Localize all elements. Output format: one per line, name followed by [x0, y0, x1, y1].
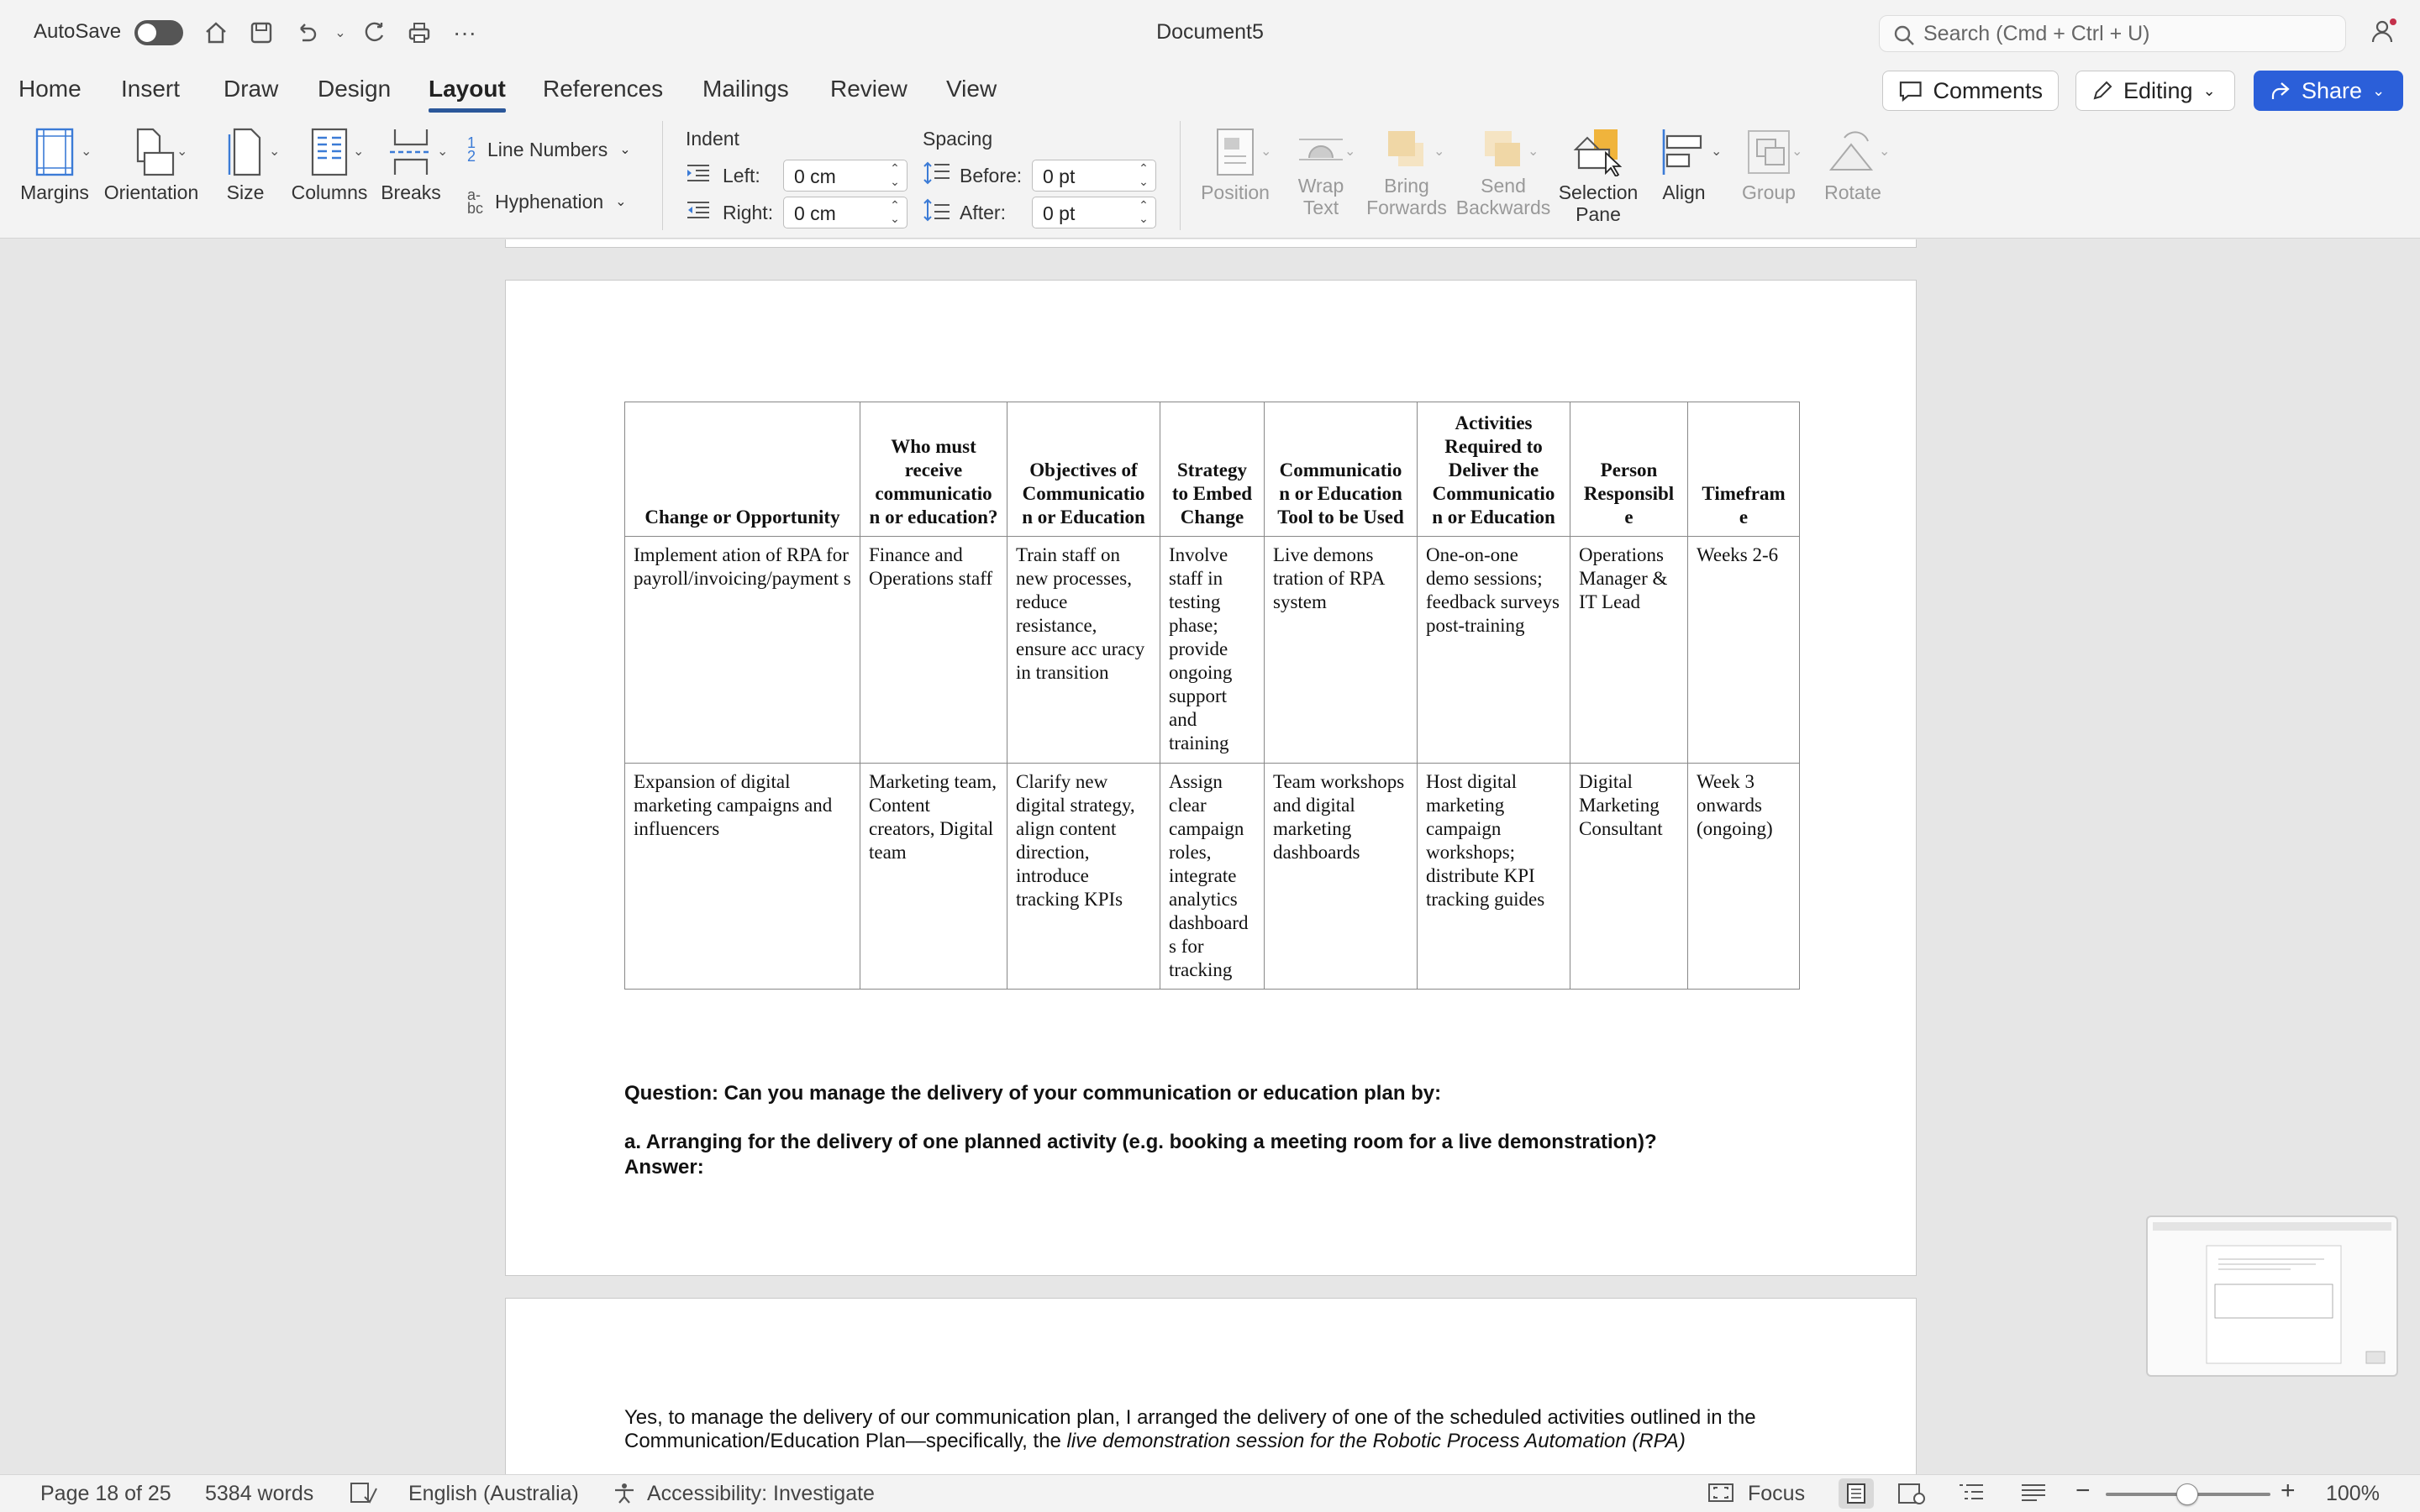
spacing-before-input[interactable]: 0 pt ⌃⌄: [1032, 160, 1156, 192]
table-cell: Digital Marketing Consultant: [1570, 764, 1688, 990]
indent-right-icon: [686, 200, 711, 220]
rotate-button[interactable]: Rotate: [1815, 128, 1891, 204]
indent-right-label: Right:: [723, 202, 774, 223]
tab-home[interactable]: Home: [18, 76, 82, 102]
zoom-level[interactable]: 100%: [2326, 1482, 2380, 1505]
table-cell: Operations Manager & IT Lead: [1570, 537, 1688, 764]
indent-title: Indent: [686, 128, 739, 150]
line-numbers-icon: 1 2: [467, 134, 476, 165]
table-cell: Implement ation of RPA for payroll/invoicing/payment s: [625, 537, 860, 764]
table-header: Objectives of Communicatio n or Education: [1007, 402, 1160, 537]
table-cell: Host digital marketing campaign workshops; distribute KPI tracking guides: [1418, 764, 1570, 990]
hyphenation-button[interactable]: a- bc Hyphenation ⌄: [467, 186, 627, 217]
table-cell: Team workshops and digital marketing dashboards: [1265, 764, 1418, 990]
focus-icon[interactable]: [1707, 1482, 1734, 1509]
margins-icon: [34, 128, 76, 176]
table-cell: Week 3 onwards (ongoing): [1688, 764, 1800, 990]
editing-label: Editing: [2123, 77, 2193, 103]
spacing-after-icon: [923, 198, 951, 222]
spacing-after-label: After:: [960, 202, 1006, 223]
indent-left-label: Left:: [723, 165, 760, 186]
columns-button[interactable]: Columns: [289, 128, 370, 204]
group-icon: [1745, 128, 1792, 176]
indent-left-input[interactable]: 0 cm ⌃⌄: [783, 160, 908, 192]
selection-pane-button[interactable]: Selection Pane: [1555, 128, 1642, 225]
table-header: Change or Opportunity: [625, 402, 860, 537]
table-header: Who must receive communicatio n or education?: [860, 402, 1007, 537]
draft-view-icon[interactable]: [2020, 1482, 2047, 1509]
autosave-toggle[interactable]: [134, 20, 183, 45]
more-options-icon[interactable]: ···: [453, 19, 476, 45]
print-layout-view-icon[interactable]: [1839, 1478, 1874, 1509]
spacing-title: Spacing: [923, 128, 993, 150]
breaks-icon: [388, 128, 434, 176]
table-header: Activities Required to Deliver the Communicatio n or Education: [1418, 402, 1570, 537]
question-text: Question: Can you manage the delivery of your communication or education plan by:: [624, 1082, 1442, 1105]
document-canvas[interactable]: [0, 239, 2420, 1474]
margins-button[interactable]: Margins: [18, 128, 91, 204]
size-button[interactable]: Size: [212, 128, 279, 204]
spacing-before-icon: [923, 161, 951, 185]
comments-button[interactable]: [1882, 71, 2059, 111]
undo-icon[interactable]: [291, 17, 323, 49]
zoom-in-icon[interactable]: +: [2281, 1477, 2296, 1504]
pencil-icon: [2091, 80, 2113, 102]
table-cell: One-on-one demo sessions; feedback surveys post-training: [1418, 537, 1570, 764]
search-icon: [1893, 24, 1915, 46]
table-header: Strategy to Embed Change: [1160, 402, 1265, 537]
send-backwards-button[interactable]: Send Backwards: [1454, 128, 1553, 218]
chevron-down-icon: ⌄: [2202, 81, 2216, 99]
table-row: [625, 764, 1800, 990]
home-icon[interactable]: [200, 17, 232, 49]
table-cell: Train staff on new processes, reduce resistance, ensure acc uracy in transition: [1007, 537, 1160, 764]
tab-mailings[interactable]: Mailings: [702, 76, 789, 102]
table-header: Person Responsibl e: [1570, 402, 1688, 537]
tab-layout[interactable]: Layout: [429, 76, 506, 102]
proofing-icon[interactable]: [350, 1482, 378, 1509]
group-button[interactable]: Group: [1731, 128, 1807, 204]
send-backwards-icon: [1478, 128, 1528, 170]
orientation-icon: [126, 128, 176, 176]
table-cell: Live demons tration of RPA system: [1265, 537, 1418, 764]
share-icon: [2270, 80, 2291, 102]
answer-label: Answer:: [624, 1156, 704, 1179]
page-count[interactable]: Page 18 of 25: [40, 1482, 171, 1505]
save-icon[interactable]: [245, 17, 277, 49]
tab-draw[interactable]: Draw: [224, 76, 279, 102]
undo-dropdown-icon[interactable]: ⌄: [334, 26, 346, 40]
web-layout-view-icon[interactable]: [1897, 1482, 1926, 1511]
table-cell: Weeks 2-6: [1688, 537, 1800, 764]
page[interactable]: [505, 280, 1917, 1276]
question-a-text: a. Arranging for the delivery of one planned activity (e.g. booking a meeting room for a live demonstration)?: [624, 1131, 1657, 1153]
word-count[interactable]: 5384 words: [205, 1482, 314, 1505]
language[interactable]: English (Australia): [408, 1482, 579, 1505]
line-numbers-button[interactable]: 1 2 Line Numbers ⌄: [467, 134, 631, 165]
ribbon-layout: Margins ⌄ Orientation ⌄ Size ⌄ Columns ⌄ Breaks ⌄ 1 2 Line Numbers ⌄ a- bc Hyphenation ⌄ Indent Left: 0 cm ⌃⌄ Right: 0 cm ⌃⌄ Spacing Before: 0 pt ⌃⌄ After: 0 pt ⌃⌄ Position ⌄ Wrap Text ⌄ Bring Forwards ⌄ Send Backwards ⌄ Selection Pane Align ⌄ Group ⌄ Rotate ⌄: [0, 114, 2420, 239]
zoom-out-icon[interactable]: −: [2075, 1477, 2091, 1504]
print-icon[interactable]: [403, 17, 435, 49]
answer-line-2a: Communication/Education Plan—specifically, the: [624, 1430, 1067, 1452]
hyphenation-icon: a- bc: [467, 186, 484, 217]
next-page[interactable]: [505, 1298, 1917, 1474]
zoom-slider-thumb[interactable]: [2176, 1483, 2198, 1505]
align-icon: [1660, 128, 1707, 176]
position-button[interactable]: Position: [1193, 128, 1277, 204]
redo-icon[interactable]: [358, 17, 390, 49]
table-cell: Involve staff in testing phase; provide ongoing support and training: [1160, 537, 1265, 764]
tab-insert[interactable]: Insert: [121, 76, 181, 102]
selection-pane-icon: [1572, 128, 1624, 176]
wrap-text-button[interactable]: Wrap Text: [1279, 128, 1363, 218]
answer-paragraph: [624, 1406, 1801, 1453]
accessibility-status[interactable]: Accessibility: Investigate: [647, 1482, 875, 1505]
previous-page: [505, 239, 1917, 248]
align-button[interactable]: Align: [1649, 128, 1719, 204]
indent-left-icon: [686, 163, 711, 183]
table-header: Timefram e: [1688, 402, 1800, 537]
chevron-down-icon: ⌄: [2372, 81, 2386, 99]
focus-mode[interactable]: Focus: [1748, 1482, 1806, 1505]
search-box[interactable]: [1879, 15, 2346, 52]
account-icon[interactable]: [2370, 17, 2398, 51]
table-row: [625, 537, 1800, 764]
outline-view-icon[interactable]: [1958, 1482, 1985, 1509]
spacing-before-label: Before:: [960, 165, 1023, 186]
table-cell: Clarify new digital strategy, align content direction, introduce tracking KPIs: [1007, 764, 1160, 990]
table-cell: Assign clear campaign roles, integrate analytics dashboard s for tracking: [1160, 764, 1265, 990]
document-title: Document5: [1156, 20, 1264, 44]
answer-line-2b: live demonstration session for the Robotic Process Automation (RPA): [1066, 1430, 1686, 1452]
share-button[interactable]: [2254, 71, 2403, 111]
tab-view[interactable]: View: [946, 76, 997, 102]
communication-plan-table: [624, 402, 1800, 990]
indent-right-input[interactable]: 0 cm ⌃⌄: [783, 197, 908, 228]
columns-icon: [310, 128, 349, 176]
table-cell: Marketing team, Content creators, Digital team: [860, 764, 1007, 990]
table-header: Communicatio n or Education Tool to be Used: [1265, 402, 1418, 537]
editing-button[interactable]: [2075, 71, 2235, 111]
title-bar: [0, 0, 2420, 67]
search-placeholder: Search (Cmd + Ctrl + U): [1923, 21, 2150, 45]
comments-label: Comments: [1933, 77, 2043, 103]
size-icon: [226, 128, 265, 176]
rotate-icon: [1828, 128, 1878, 176]
accessibility-icon[interactable]: [612, 1482, 637, 1509]
position-icon: [1214, 128, 1256, 176]
autosave-label: AutoSave: [34, 20, 122, 43]
comment-icon: [1898, 79, 1923, 102]
bring-forwards-button[interactable]: Bring Forwards: [1363, 128, 1450, 218]
spacing-after-input[interactable]: 0 pt ⌃⌄: [1032, 197, 1156, 228]
tab-design[interactable]: Design: [318, 76, 392, 102]
share-label: Share: [2302, 77, 2363, 103]
page-thumbnail[interactable]: [2146, 1215, 2398, 1377]
answer-line-1: Yes, to manage the delivery of our communication plan, I arranged the delivery of one of the scheduled activities outlined in the: [624, 1406, 1756, 1429]
breaks-button[interactable]: Breaks: [373, 128, 449, 204]
table-header-row: [625, 402, 1800, 537]
orientation-button[interactable]: Orientation: [101, 128, 202, 204]
wrap-text-icon: [1296, 128, 1346, 170]
tab-references[interactable]: References: [543, 76, 664, 102]
table-cell: Expansion of digital marketing campaigns and influencers: [625, 764, 860, 990]
status-bar: [0, 1474, 2420, 1512]
tab-review[interactable]: Review: [830, 76, 908, 102]
table-cell: Finance and Operations staff: [860, 537, 1007, 764]
bring-forwards-icon: [1381, 128, 1432, 170]
